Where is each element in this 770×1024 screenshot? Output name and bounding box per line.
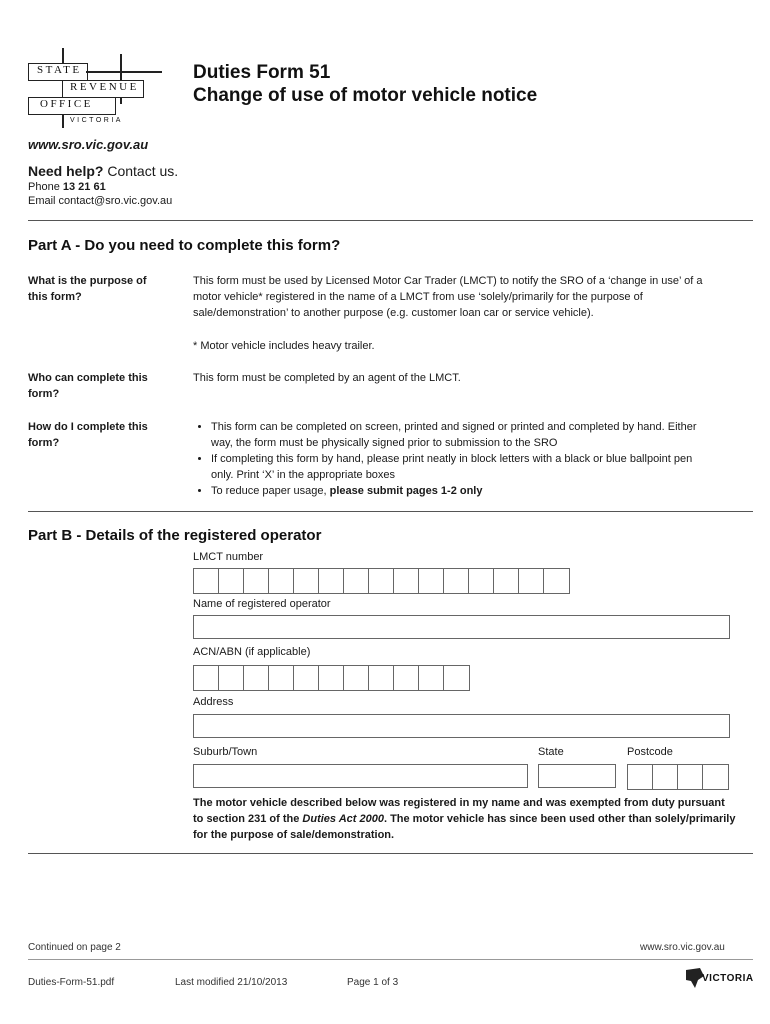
- address-label: Address: [193, 696, 234, 708]
- divider: [28, 853, 753, 854]
- lmct-number-input[interactable]: [193, 568, 570, 594]
- question-who: Who can complete this form?: [28, 372, 148, 400]
- declaration-note: The motor vehicle described below was registered in my name and was exempted from duty pursuant to section 231 of the Duties Act 2000. The motor vehicle has since been used other than solely/primarily for the purpose of sale/demonstration.: [193, 797, 736, 841]
- suburb-input[interactable]: [193, 764, 528, 788]
- logo-revenue: REVENUE: [70, 81, 139, 93]
- acn-abn-input[interactable]: [193, 665, 470, 691]
- answer-purpose: This form must be used by Licensed Motor Car Trader (LMCT) to notify the SRO of a ‘change in use’ of a motor vehicle* registered in the name of a LMCT from use ‘solely/primarily for the purpose of sale/demonstration’ to another purpose (e.g. customer loan car or service vehicle).: [193, 275, 703, 319]
- footer-modified: Last modified 21/10/2013: [175, 977, 288, 988]
- address-input[interactable]: [193, 714, 730, 738]
- bullet-item: • If completing this form by hand, please print neatly in block letters with a black or blue ballpoint pen only. Print ‘X’ in the appropriate boxes: [211, 451, 713, 483]
- acn-label: ACN/ABN (if applicable): [193, 646, 311, 658]
- logo-victoria: VICTORIA: [70, 117, 123, 124]
- suburb-label: Suburb/Town: [193, 746, 258, 758]
- bullet-item: • This form can be completed on screen, printed and signed or printed and completed by hand. Either way, the form must be physically signed prior to submission to the SRO: [211, 419, 713, 451]
- postcode-input[interactable]: [627, 764, 729, 790]
- answer-who: This form must be completed by an agent of the LMCT.: [193, 372, 461, 384]
- website-link[interactable]: www.sro.vic.gov.au: [28, 137, 149, 152]
- logo-office: OFFICE: [40, 98, 93, 110]
- form-name: Duties Form 51: [193, 62, 331, 83]
- divider: [28, 220, 753, 221]
- help-phone: Phone 13 21 61: [28, 181, 106, 193]
- part-b-heading: Part B - Details of the registered operator: [28, 527, 322, 544]
- victoria-wordmark: VICTORIA: [702, 973, 754, 984]
- help-title: Need help? Contact us.: [28, 163, 179, 179]
- footer-filename: Duties-Form-51.pdf: [28, 977, 115, 988]
- divider: [28, 511, 753, 512]
- state-label: State: [538, 746, 564, 758]
- answer-purpose-note: * Motor vehicle includes heavy trailer.: [193, 340, 375, 352]
- footer-website[interactable]: www.sro.vic.gov.au: [640, 942, 725, 953]
- question-how: How do I complete this form?: [28, 421, 148, 449]
- logo-state: STATE: [37, 64, 82, 76]
- postcode-label: Postcode: [627, 746, 673, 758]
- bullet-item: • To reduce paper usage, please submit pages 1-2 only: [211, 483, 713, 499]
- form-title: Change of use of motor vehicle notice: [193, 85, 538, 106]
- footer-page: Page 1 of 3: [347, 977, 399, 988]
- help-email[interactable]: Email contact@sro.vic.gov.au: [28, 195, 173, 207]
- operator-label: Name of registered operator: [193, 598, 331, 610]
- question-purpose: What is the purpose of this form?: [28, 275, 147, 303]
- state-input[interactable]: [538, 764, 616, 788]
- part-a-heading: Part A - Do you need to complete this form?: [28, 237, 341, 254]
- lmct-label: LMCT number: [193, 551, 264, 563]
- footer-divider: [28, 959, 753, 960]
- answer-how: [193, 419, 713, 499]
- victoria-logo: [686, 966, 756, 996]
- operator-name-input[interactable]: [193, 615, 730, 639]
- continued-note: Continued on page 2: [28, 942, 121, 953]
